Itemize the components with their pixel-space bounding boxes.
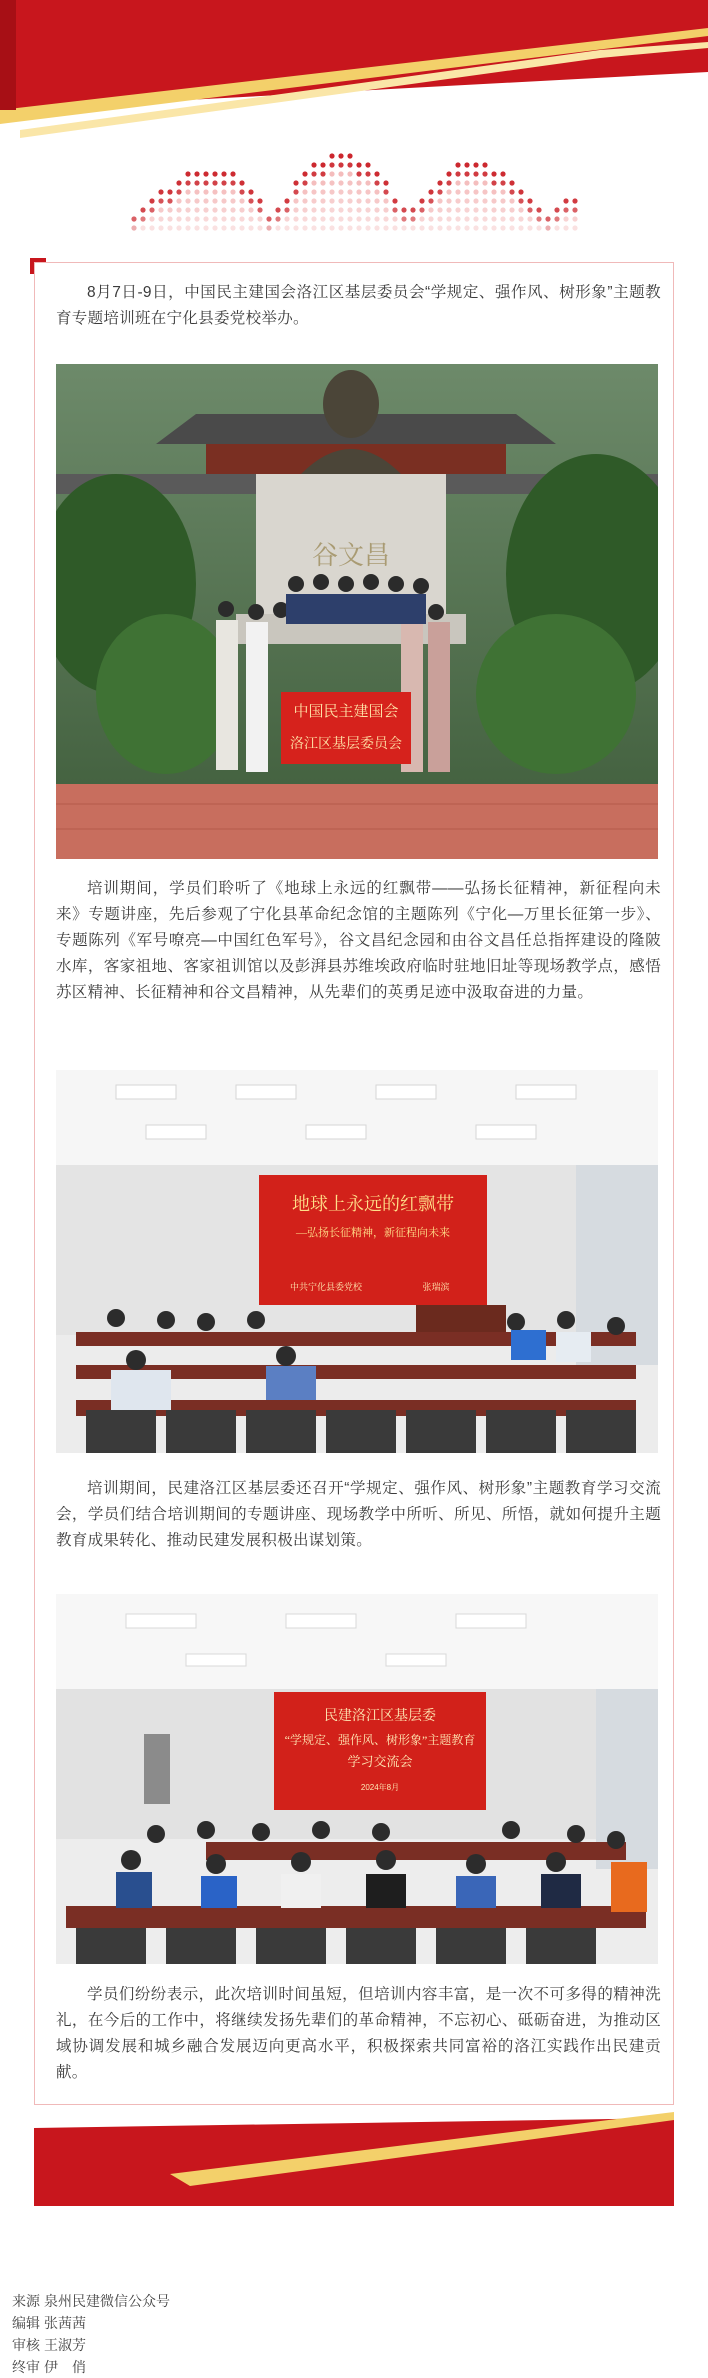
credit-source [12,2290,412,2312]
card-corner-accent [30,258,46,274]
group-banner-line-1: 中国民主建国会 [293,704,399,720]
lecture-screen-speaker: 张瑞滨 [422,1282,450,1292]
credit-value: 张茜茜 [44,2315,86,2331]
article-paragraph-4: 学员们纷纷表示，此次培训时间虽短，但培训内容丰富，是一次不可多得的精神洗礼，在今后的工作中，将继续发扬先辈们的革命精神，不忘初心、砥砺奋进，为推动区域协调发展和城乡融合发展迈向更高水平，积极探索共同富裕的洛江实践作出民建贡献。 [56,1986,661,2081]
group-banner-line-2: 洛江区基层委员会 [290,735,402,751]
meeting-photo [56,1594,658,1964]
credit-value: 泉州民建微信公众号 [44,2293,170,2309]
top-banner-decoration [0,0,708,140]
article-paragraph-3: 培训期间，民建洛江区基层委还召开“学规定、强作风、树形象”主题教育学习交流会，学员们结合培训期间的专题讲座、现场教学中所听、所见、所悟，就如何提升主题教育成果转化、推动民建发展积极出谋划策。 [56,1480,661,1549]
monument-inscription: 谷文昌 [311,541,391,570]
article-paragraph-1: 8月7日-9日，中国民主建国会洛江区基层委员会“学规定、强作风、树形象”主题教育专题培训班在宁化县委党校举办。 [56,284,661,327]
bottom-banner-decoration [0,2108,708,2228]
lecture-screen-title: 地球上永远的红飘带 [292,1194,454,1214]
dotted-wave-decoration [130,140,580,235]
lecture-photo [56,1070,658,1453]
article-paragraph-2: 培训期间，学员们聆听了《地球上永远的红飘带——弘扬长征精神，新征程向未来》专题讲座，先后参观了宁化县革命纪念馆的主题陈列《宁化—万里长征第一步》、专题陈列《军号嘹亮—中国红色军号》，谷文昌纪念园和由谷文昌任总指挥建设的隆陂水库，客家祖地、客家祖训馆以及彭湃县苏维埃政府临时驻地旧址等现场教学点，感悟苏区精神、长征精神和谷文昌精神，从先辈们的英勇足迹中汲取奋进的力量。 [56,880,661,1001]
credit-label: 编辑 [12,2315,40,2331]
credit-reviewer [12,2334,412,2356]
credit-label: 来源 [12,2293,40,2309]
lecture-screen-org: 中共宁化县委党校 [289,1282,363,1292]
meeting-screen-line-2: “学规定、强作风、树形象”主题教育 [284,1733,476,1747]
credit-final-reviewer [12,2356,412,2378]
meeting-screen-line-1: 民建洛江区基层委 [324,1709,436,1724]
meeting-screen-line-3: 学习交流会 [347,1754,413,1769]
credits-block [12,2290,412,2378]
credit-editor [12,2312,412,2334]
meeting-screen-date: 2024年8月 [360,1783,400,1792]
group-photo [56,364,658,859]
credit-value: 王淑芳 [44,2337,86,2353]
credit-label: 终审 [12,2359,40,2375]
lecture-screen-subtitle: —弘扬长征精神，新征程向未来 [296,1227,450,1239]
credit-value: 伊 俏 [44,2359,86,2375]
credit-label: 审核 [12,2337,40,2353]
